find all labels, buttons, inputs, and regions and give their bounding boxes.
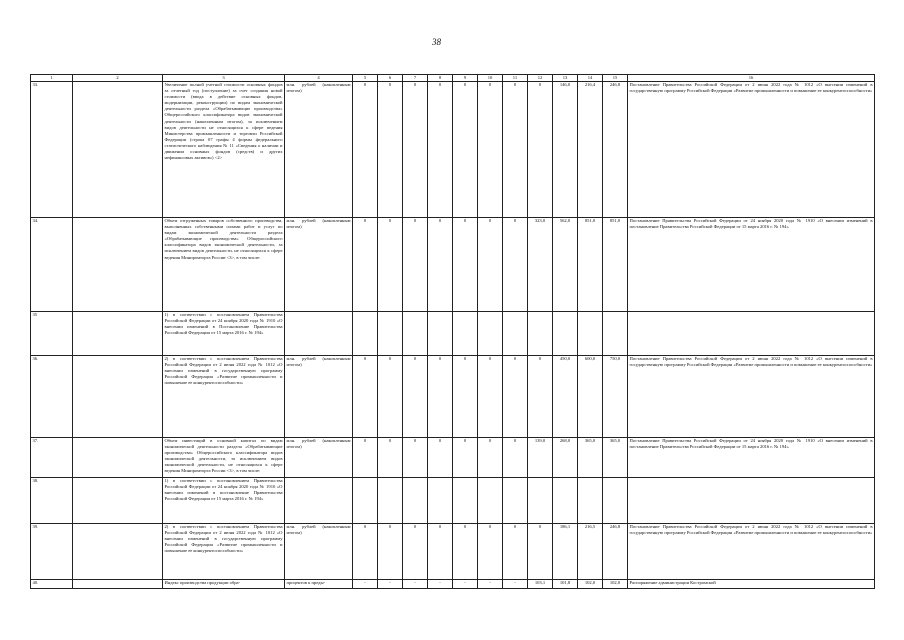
value-cell: 0 [478,218,503,312]
col-header: 5 [353,75,378,82]
value-cell [553,478,578,524]
table-row [31,356,875,438]
row-number: 35 [31,312,73,356]
unit-cell: млн. рублей (накопленным итогом) [285,218,353,312]
page-number: 38 [432,37,441,47]
value-cell [478,478,503,524]
col-header: 4 [285,75,353,82]
col-header: 3 [163,75,285,82]
value-cell: 0 [353,82,378,218]
row-number: 38. [31,478,73,524]
row-number: 37. [31,438,73,478]
value-cell: 0 [453,524,478,580]
value-cell: 0 [428,82,453,218]
table-row [31,524,875,580]
value-cell [503,478,528,524]
value-cell [578,478,603,524]
value-cell: 0 [428,524,453,580]
row-number: 36. [31,356,73,438]
value-cell: 0 [503,356,528,438]
value-cell: 750,0 [603,356,628,438]
goal-cell [73,356,163,438]
col-header: 7 [403,75,428,82]
value-cell: 102,0 [603,580,628,589]
value-cell: 0 [428,218,453,312]
value-cell: 268,0 [553,438,578,478]
table-row [31,580,875,589]
value-cell: 0 [353,524,378,580]
value-cell: 365,0 [603,438,628,478]
value-cell [503,312,528,356]
row-number: 33. [31,82,73,218]
value-cell: - [428,580,453,589]
value-cell: 0 [378,82,403,218]
table-row [31,218,875,312]
unit-cell [285,478,353,524]
value-cell [428,312,453,356]
table-row [31,478,875,524]
value-cell [528,312,553,356]
value-cell: 600,0 [578,356,603,438]
value-cell: 102,0 [578,580,603,589]
indicator-name: 2) в соответствии с постановлением Правительства Российской Федерации от 2 июня 2022 года № 1012 «О внесении изменений в государственную программу Российской Федерации «Развитие промышленности и повышение ее конкурентоспособности» [163,356,285,438]
value-cell: 0 [478,356,503,438]
column-number-row [31,75,875,82]
row-number: 39. [31,524,73,580]
value-cell [578,312,603,356]
indicator-name: 1) в соответствии с постановлением Правительства Российской Федерации от 24 ноября 2020 года № 1910 «О внесении изменений в постановление Правительства Российской Федерации от 15 марта 2016 г. № 194» [163,478,285,524]
value-cell: - [503,580,528,589]
col-header: 15 [603,75,628,82]
value-cell [453,312,478,356]
value-cell [403,478,428,524]
goal-cell [73,478,163,524]
goal-cell [73,580,163,589]
value-cell: 0 [403,524,428,580]
value-cell [353,312,378,356]
col-header: 9 [453,75,478,82]
value-cell: - [378,580,403,589]
value-cell [428,478,453,524]
table-row [31,82,875,218]
value-cell: 0 [353,218,378,312]
indicator-name: Объем инвестиций в основной капитал по видам экономической деятельности раздела «Обрабатывающие производства» Общероссийского классификатора видов экономической деятельности, за исключением видов экономической деятельности, не относящихся к сфере ведения Минпромторга России <3>, в том числе: [163,438,285,478]
col-header: 13 [553,75,578,82]
value-cell: 0 [353,356,378,438]
indicator-name: Увеличение полной учетной стоимости основных фондов за отчетный год (поступление) за счет создания новой стоимости (ввода в действие основных фондов, модернизации, реконструкции) по видам экономической деятельности раздела «Обрабатывающие производства» Общероссийского классификатора видов экономической деятельности (накопленным итогом), за исключением видов деятельности не относящихся к сфере ведения Министерства промышленности и торговли Российской Федерации (строка 07 графы 4 формы федерального статистического наблюдения № 11 «Сведения о наличии и движении основных фондов (средств) и других нефинансовых активов») <2> [163,82,285,218]
row-number: 34. [31,218,73,312]
source-cell: Постановление Правительства Российской Федерации от 2 июня 2022 года № 1012 «О внесении изменений в государственную программу Российской Федерации «Развитие промышленности и повышение ее конкурентоспособности» [628,82,875,218]
source-cell: Постановление Правительства Российской Федерации от 2 июня 2022 года № 1012 «О внесении изменений в государственную программу Российской Федерации «Развитие промышленности и повышение ее конкурентоспособности» [628,524,875,580]
value-cell: - [478,580,503,589]
value-cell [378,312,403,356]
indicator-name: Индекс производства продукции обра- [163,580,285,589]
col-header: 14 [578,75,603,82]
value-cell: 0 [503,438,528,478]
value-cell: 0 [378,218,403,312]
value-cell: 0 [528,356,553,438]
value-cell: 0 [528,82,553,218]
value-cell: 0 [378,356,403,438]
value-cell: 0 [378,438,403,478]
unit-cell: млн. рублей (накопленным итогом) [285,438,353,478]
col-header: 8 [428,75,453,82]
value-cell: 186,1 [553,524,578,580]
source-cell: Постановление Правительства Российской Федерации от 24 ноября 2020 года № 1910 «О внесении изменений в постановление Правительства Российской Федерации от 15 марта 2016 г. № 194» [628,218,875,312]
value-cell: 103,1 [528,580,553,589]
value-cell: 0 [403,356,428,438]
value-cell: 0 [453,82,478,218]
goal-cell [73,524,163,580]
value-cell: 0 [478,438,503,478]
value-cell: 851,0 [578,218,603,312]
value-cell: 0 [378,524,403,580]
value-cell: 0 [503,524,528,580]
value-cell [603,478,628,524]
value-cell: 0 [403,218,428,312]
value-cell: 0 [353,438,378,478]
source-cell: Распоряжение администрации Костромской [628,580,875,589]
table-body [31,75,875,589]
value-cell: - [353,580,378,589]
table-row [31,312,875,356]
value-cell: 0 [503,82,528,218]
value-cell: 0 [453,356,478,438]
unit-cell [285,312,353,356]
indicator-name: 1) в соответствии с постановлением Правительства Российской Федерации от 24 ноября 2020 года № 1910 «О внесении изменений в Постановление Правительства Российской Федерации от 15 марта 2016 г. № 194» [163,312,285,356]
value-cell: 246,8 [603,524,628,580]
col-header: 16 [628,75,875,82]
value-cell: 365,0 [578,438,603,478]
goal-cell [73,218,163,312]
value-cell: - [403,580,428,589]
value-cell: 246,8 [603,82,628,218]
unit-cell: млн. рублей (накопленным итогом) [285,524,353,580]
indicator-name: Объем отгруженных товаров собственного производства, выполненных собственными силами работ и услуг по видам экономической деятельности раздела «Обрабатывающие производства» Общероссийского классификатора видов экономической деятельности, за исключением видов деятельности, не относящихся к сфере ведения Минпромторга России <3>, в том числе: [163,218,285,312]
value-cell: 450,0 [553,356,578,438]
value-cell: 0 [403,82,428,218]
value-cell: 139,0 [528,438,553,478]
value-cell [478,312,503,356]
row-number: 40. [31,580,73,589]
goal-cell [73,312,163,356]
value-cell: - [453,580,478,589]
value-cell: 101,8 [553,580,578,589]
value-cell: 0 [428,438,453,478]
value-cell: 562,0 [553,218,578,312]
indicator-name: 2) в соответствии с постановлением Правительства Российской Федерации от 2 июня 2022 года № 1012 «О внесении изменений в государственную программу Российской Федерации «Развитие промышленности и повышение ее конкурентоспособности» [163,524,285,580]
unit-cell: млн. рублей (накопленным итогом) [285,356,353,438]
value-cell: 0 [453,438,478,478]
goal-cell [73,438,163,478]
value-cell: 0 [478,82,503,218]
indicators-table [30,74,875,589]
source-cell: Постановление Правительства Российской Федерации от 2 июня 2022 года № 1012 «О внесении изменений в государственную программу Российской Федерации «Развитие промышленности и повышение ее конкурентоспособности» [628,356,875,438]
value-cell: 216,4 [578,82,603,218]
source-cell [628,312,875,356]
col-header: 12 [528,75,553,82]
source-cell [628,478,875,524]
value-cell: 0 [478,524,503,580]
value-cell: 0 [503,218,528,312]
value-cell [528,478,553,524]
value-cell [453,478,478,524]
value-cell: 0 [403,438,428,478]
col-header: 1 [31,75,73,82]
col-header: 2 [73,75,163,82]
value-cell: 851,0 [603,218,628,312]
value-cell: 0 [428,356,453,438]
col-header: 6 [378,75,403,82]
value-cell [553,312,578,356]
col-header: 10 [478,75,503,82]
source-cell: Постановление Правительства Российской Федерации от 24 ноября 2020 года № 1910 «О внесении изменений в постановление Правительства Российской Федерации от 15 марта 2016 г. № 194» [628,438,875,478]
value-cell: 146,0 [553,82,578,218]
value-cell: 323,0 [528,218,553,312]
value-cell [378,478,403,524]
value-cell: 216,5 [578,524,603,580]
value-cell [603,312,628,356]
value-cell [403,312,428,356]
table-row [31,438,875,478]
unit-cell: млн. рублей (накопленным итогом) [285,82,353,218]
col-header: 11 [503,75,528,82]
value-cell: 0 [528,524,553,580]
value-cell: 0 [453,218,478,312]
unit-cell: процентов к преды- [285,580,353,589]
value-cell [353,478,378,524]
goal-cell [73,82,163,218]
